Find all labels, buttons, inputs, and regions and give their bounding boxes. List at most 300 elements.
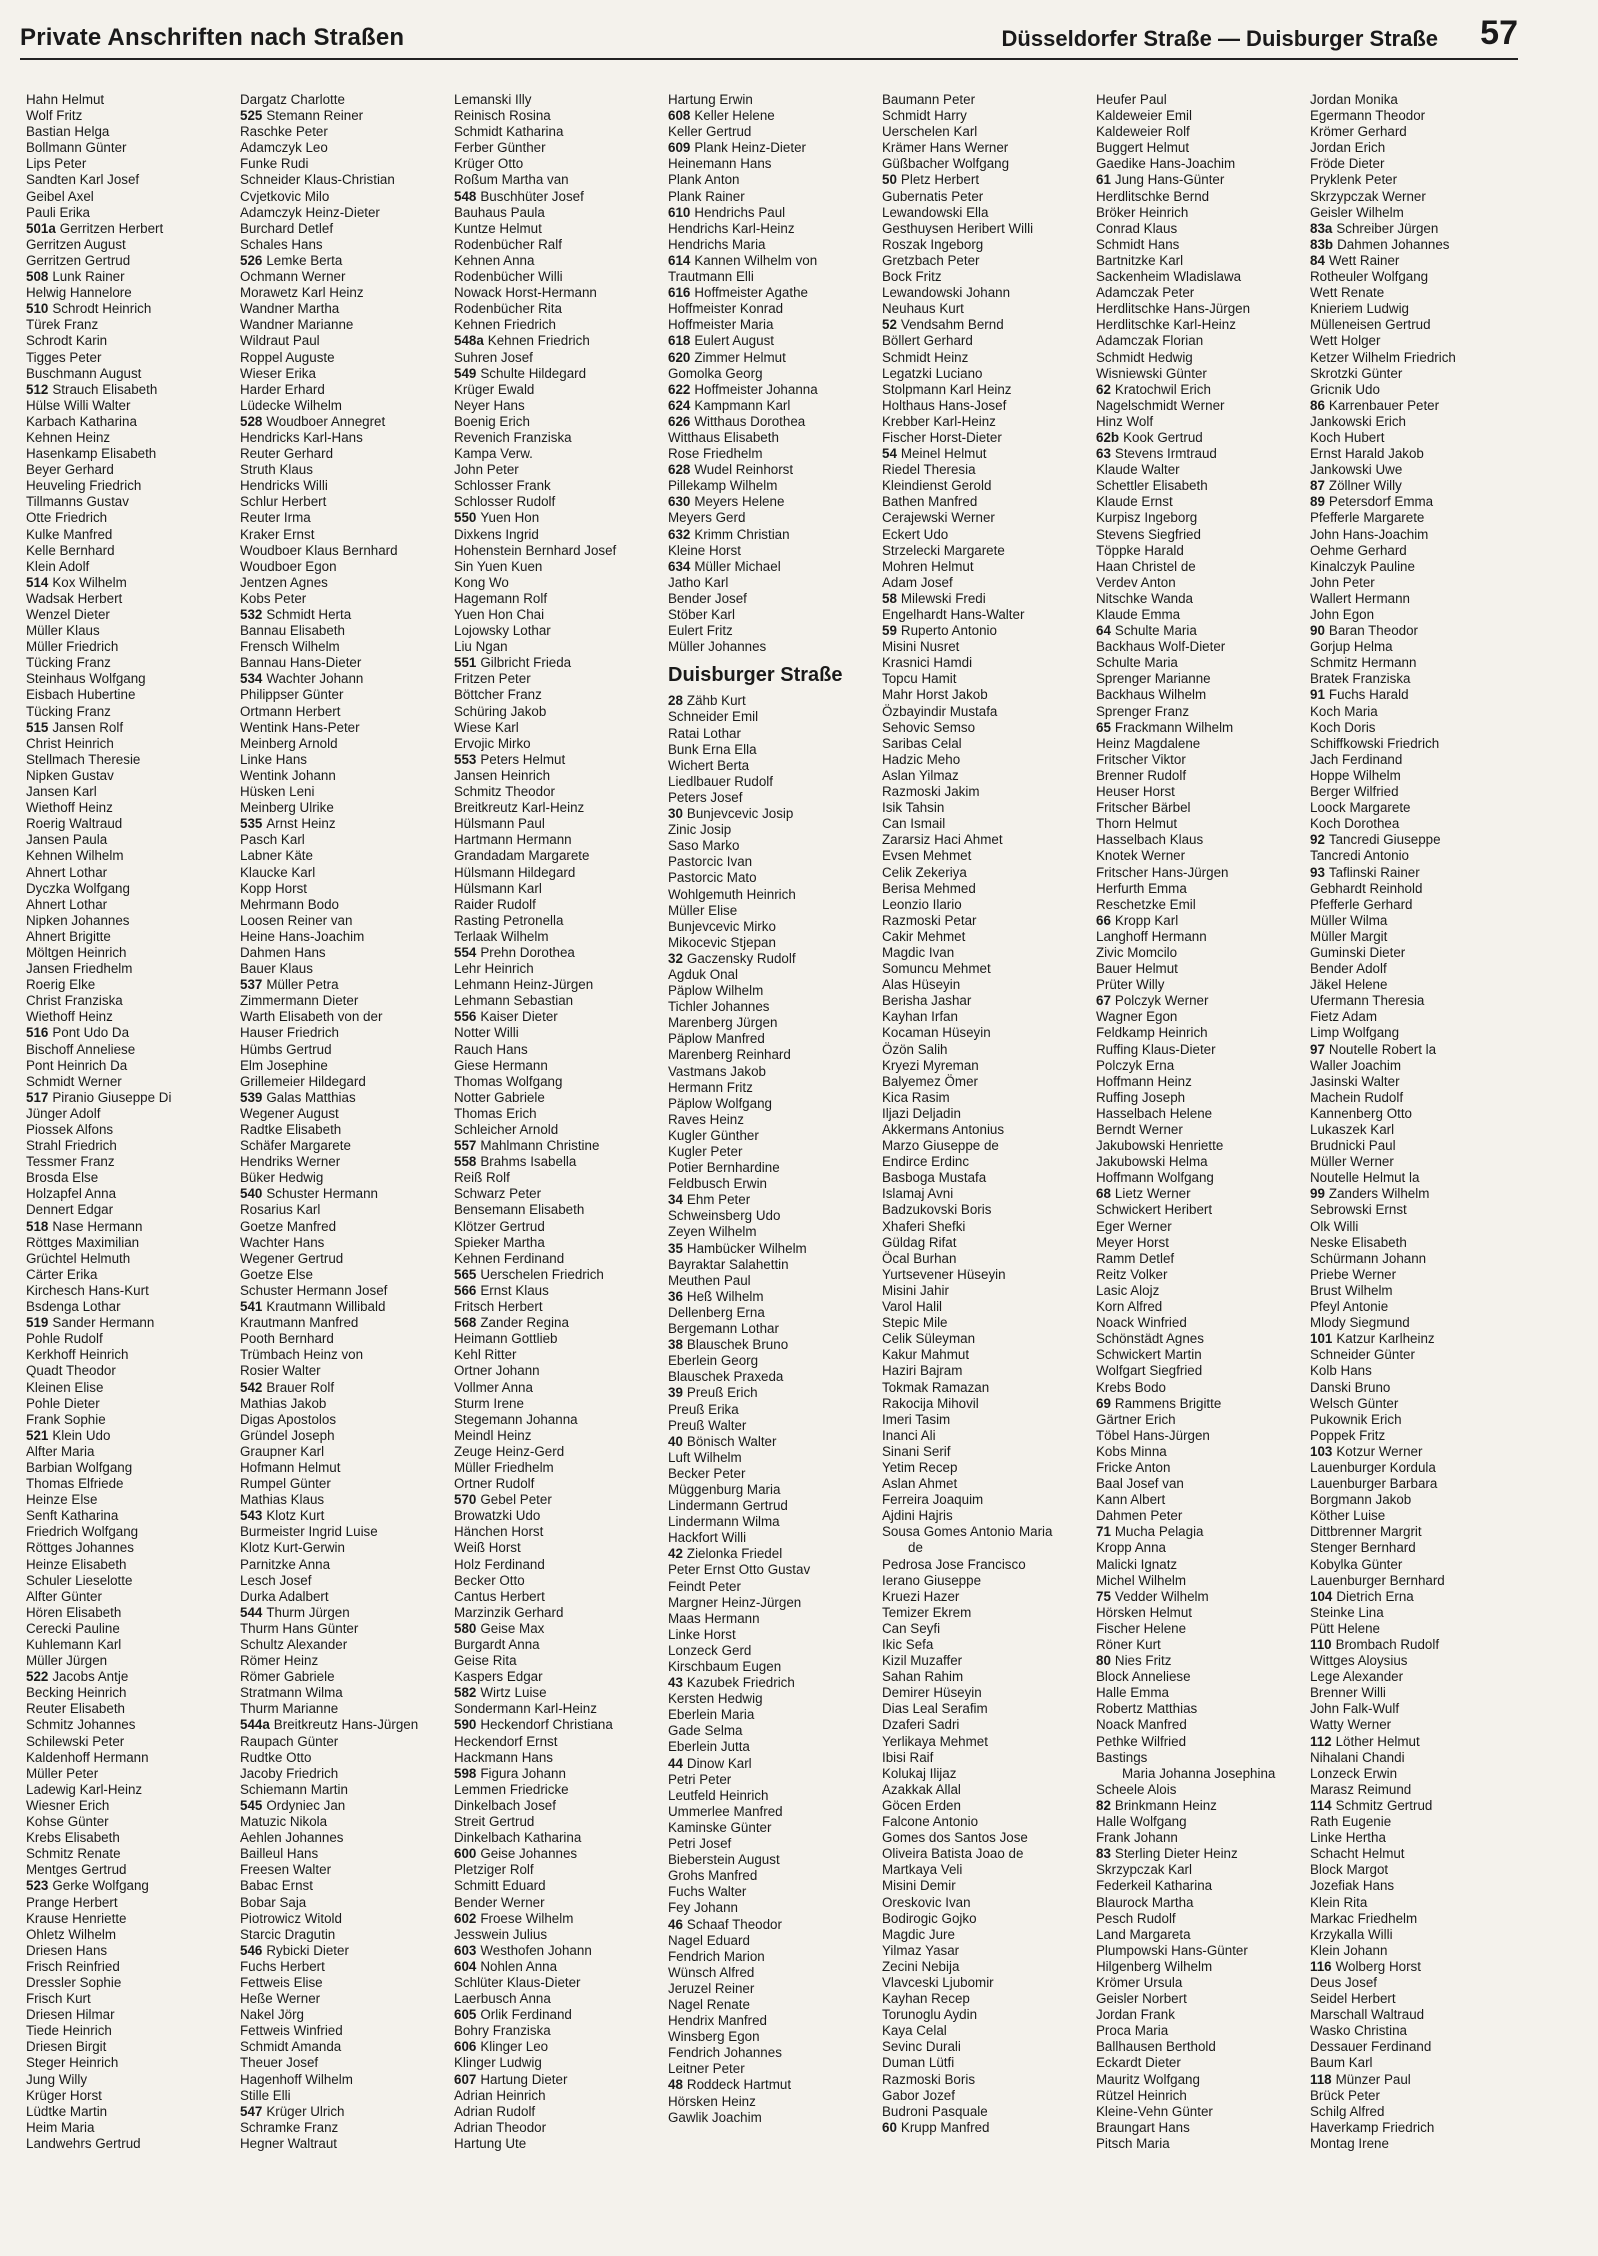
resident-entry <box>26 1782 232 1798</box>
resident-name: Thurm Marianne <box>240 1701 339 1717</box>
resident-name: Neske Elisabeth <box>1310 1234 1407 1250</box>
resident-entry <box>240 221 446 237</box>
resident-name: Reinisch Rosina <box>454 108 551 124</box>
resident-name: Hasenkamp Elisabeth <box>26 446 157 462</box>
resident-name: Rosarius Karl <box>240 1202 321 1218</box>
resident-entry <box>1310 333 1516 349</box>
resident-entry <box>454 1975 660 1991</box>
resident-name: Rodenbücher Rita <box>454 301 562 317</box>
resident-name: Pesch Rudolf <box>1096 1910 1176 1926</box>
resident-name: Block Anneliese <box>1096 1669 1191 1685</box>
resident-entry <box>1096 382 1302 398</box>
resident-entry <box>1096 639 1302 655</box>
resident-name: Wegener Gertrud <box>240 1250 344 1266</box>
resident-name: Oehme Gerhard <box>1310 542 1407 558</box>
resident-entry <box>454 832 660 848</box>
resident-entry <box>668 1112 874 1128</box>
resident-entry <box>454 1122 660 1138</box>
resident-name: Kehnen Heinz <box>26 429 111 445</box>
resident-entry <box>454 1283 660 1299</box>
resident-name: Nagel Renate <box>668 1996 750 2012</box>
resident-name: Backhaus Wolf-Dieter <box>1096 639 1226 655</box>
resident-name: Somuncu Mehmet <box>882 961 991 977</box>
resident-name: Schulte Maria <box>1114 623 1197 639</box>
resident-name: Roszak Ingeborg <box>882 236 984 252</box>
house-number: 598 <box>454 1765 477 1781</box>
resident-entry <box>1310 1911 1516 1927</box>
resident-name: Nohlen Anna <box>480 1958 558 1974</box>
resident-entry <box>454 993 660 1009</box>
page-number: 57 <box>1480 14 1518 52</box>
resident-entry <box>882 269 1088 285</box>
resident-entry <box>26 2039 232 2055</box>
resident-name: Sahan Rahim <box>882 1669 964 1685</box>
resident-name: Holz Ferdinand <box>454 1556 545 1572</box>
resident-name: Islamaj Avni <box>882 1186 954 1202</box>
house-number: 58 <box>882 590 897 606</box>
resident-name: Jansen Rolf <box>52 719 124 735</box>
resident-name: Radtke Elisabeth <box>240 1122 342 1137</box>
resident-entry <box>240 591 446 607</box>
resident-entry <box>882 1219 1088 1235</box>
resident-entry <box>1096 172 1302 188</box>
resident-entry <box>668 2077 874 2093</box>
resident-name: Keller Helene <box>694 108 775 124</box>
resident-name: Knieriem Ludwig <box>1310 301 1409 317</box>
resident-entry <box>454 1669 660 1685</box>
resident-entry <box>668 758 874 774</box>
house-number: 568 <box>454 1315 477 1331</box>
resident-name: Mehrmann Bodo <box>240 896 339 912</box>
resident-entry <box>668 1482 874 1498</box>
resident-entry <box>240 1573 446 1589</box>
resident-name: Jankowski Erich <box>1310 413 1406 429</box>
resident-name: Fritscher Bärbel <box>1096 800 1191 816</box>
resident-entry <box>240 527 446 543</box>
resident-name: Wasko Christina <box>1310 2023 1407 2039</box>
resident-entry <box>1310 1347 1516 1363</box>
house-number: 32 <box>668 950 683 966</box>
resident-entry <box>668 1675 874 1691</box>
resident-name: Misini Nusret <box>882 639 960 655</box>
resident-entry <box>668 430 874 446</box>
resident-name: Hülsmann Paul <box>454 816 545 832</box>
resident-name: Mathias Jakob <box>240 1395 327 1411</box>
resident-entry <box>26 1524 232 1540</box>
house-number: 46 <box>668 1916 683 1932</box>
resident-entry <box>240 816 446 832</box>
resident-name: Jakubowski Helma <box>1096 1154 1208 1170</box>
resident-entry <box>1096 478 1302 494</box>
resident-entry <box>882 414 1088 430</box>
resident-entry <box>1310 655 1516 671</box>
resident-name: Vendsahm Bernd <box>900 317 1004 333</box>
resident-name: Dzaferi Sadri <box>882 1717 960 1733</box>
resident-name: Langhoff Hermann <box>1096 928 1207 944</box>
resident-name: Hoffmann Wolfgang <box>1096 1170 1214 1186</box>
resident-entry <box>882 881 1088 897</box>
resident-entry <box>240 1363 446 1379</box>
resident-entry <box>26 1460 232 1476</box>
resident-name: Harder Erhard <box>240 381 325 397</box>
resident-entry <box>1096 1766 1302 1782</box>
resident-entry <box>454 2007 660 2023</box>
house-number: 517 <box>26 1089 49 1105</box>
resident-name: Gebhardt Reinhold <box>1310 880 1423 896</box>
resident-entry <box>1310 1798 1516 1814</box>
resident-entry <box>454 1219 660 1235</box>
house-number: 525 <box>240 108 263 124</box>
resident-entry <box>882 1589 1088 1605</box>
resident-name: Pütt Helene <box>1310 1620 1380 1636</box>
resident-entry <box>26 1106 232 1122</box>
resident-entry <box>1310 543 1516 559</box>
resident-name: Buschmann August <box>26 365 142 381</box>
resident-name: Fritscher Hans-Jürgen <box>1096 864 1229 880</box>
resident-name: Pukownik Erich <box>1310 1411 1402 1427</box>
resident-entry <box>240 897 446 913</box>
resident-name: Ernst Harald Jakob <box>1310 446 1424 462</box>
resident-name: Legatzki Luciano <box>882 365 983 381</box>
resident-entry <box>240 1685 446 1701</box>
house-number: 534 <box>240 671 263 687</box>
resident-entry <box>26 414 232 430</box>
resident-name: Geise Johannes <box>480 1846 578 1862</box>
resident-name: Haan Christel de <box>1096 558 1196 574</box>
resident-entry <box>240 720 446 736</box>
resident-entry <box>882 140 1088 156</box>
resident-entry <box>1310 140 1516 156</box>
resident-name: Aehlen Johannes <box>240 1830 344 1846</box>
house-number: 104 <box>1310 1588 1333 1604</box>
resident-entry <box>240 607 446 623</box>
resident-name: Spieker Martha <box>454 1234 545 1250</box>
resident-name: Zähb Kurt <box>686 693 746 709</box>
resident-entry <box>26 1750 232 1766</box>
resident-entry <box>882 575 1088 591</box>
resident-entry <box>668 527 874 543</box>
resident-entry <box>454 897 660 913</box>
resident-entry <box>1096 1669 1302 1685</box>
resident-name: Pohle Dieter <box>26 1395 100 1411</box>
resident-entry <box>1096 1750 1302 1766</box>
resident-name: Razmoski Jakim <box>882 784 980 800</box>
resident-name: Reuter Irma <box>240 510 311 526</box>
resident-entry <box>882 1685 1088 1701</box>
resident-entry <box>240 92 446 108</box>
resident-entry <box>26 1122 232 1138</box>
resident-name: Alfter Günter <box>26 1588 102 1604</box>
resident-entry <box>454 543 660 559</box>
resident-name: Otte Friedrich <box>26 510 108 526</box>
resident-name: Wandner Marianne <box>240 317 354 333</box>
resident-name: Ibisi Raif <box>882 1749 934 1765</box>
resident-entry <box>1310 1025 1516 1041</box>
resident-entry <box>454 1750 660 1766</box>
resident-entry <box>1310 1170 1516 1186</box>
resident-entry <box>882 1750 1088 1766</box>
resident-name: Ballhausen Berthold <box>1096 2039 1216 2055</box>
resident-name: Meyer Horst <box>1096 1234 1169 1250</box>
resident-name: Schwickert Martin <box>1096 1347 1202 1363</box>
house-number: 83a <box>1310 220 1333 236</box>
resident-entry <box>668 1418 874 1434</box>
resident-entry <box>240 1090 446 1106</box>
house-number: 590 <box>454 1717 477 1733</box>
resident-name: Sevinc Durali <box>882 2039 961 2055</box>
resident-entry <box>240 1846 446 1862</box>
resident-entry <box>882 1943 1088 1959</box>
resident-entry <box>454 2055 660 2071</box>
resident-name: Krüger Ewald <box>454 381 535 397</box>
resident-entry <box>1096 1428 1302 1444</box>
resident-name: Riedel Theresia <box>882 462 976 478</box>
resident-name: Endirce Erdinc <box>882 1154 970 1170</box>
resident-entry <box>882 1669 1088 1685</box>
resident-name: Fritscher Viktor <box>1096 751 1186 767</box>
resident-name: Hohenstein Bernhard Josef <box>454 542 617 558</box>
resident-name: Roerig Waltraud <box>26 816 123 832</box>
resident-entry <box>1096 1782 1302 1798</box>
resident-entry <box>882 1895 1088 1911</box>
resident-entry <box>668 1852 874 1868</box>
resident-entry <box>240 1782 446 1798</box>
resident-name: Maria Johanna Josephina <box>1122 1765 1276 1781</box>
resident-name: Kazubek Friedrich <box>686 1675 795 1691</box>
resident-entry <box>1310 478 1516 494</box>
resident-entry <box>26 1058 232 1074</box>
resident-entry <box>454 913 660 929</box>
resident-name: Wallert Hermann <box>1310 590 1410 606</box>
resident-name: Röttges Maximilian <box>26 1234 140 1250</box>
resident-entry <box>26 1589 232 1605</box>
resident-entry <box>1096 1235 1302 1251</box>
resident-name: Aslan Ahmet <box>882 1476 958 1492</box>
resident-name: Geise Rita <box>454 1653 517 1669</box>
resident-name: Gaczensky Rudolf <box>686 950 796 966</box>
resident-entry <box>1096 1685 1302 1701</box>
resident-entry <box>1096 462 1302 478</box>
resident-entry <box>668 510 874 526</box>
resident-name: Gründel Joseph <box>240 1427 335 1443</box>
resident-entry <box>454 382 660 398</box>
resident-name: Bock Fritz <box>882 269 942 285</box>
resident-name: Leitner Peter <box>668 2061 745 2077</box>
resident-name: Pasch Karl <box>240 832 305 848</box>
resident-name: Stepic Mile <box>882 1315 948 1331</box>
house-number: 86 <box>1310 397 1325 413</box>
resident-entry <box>882 1476 1088 1492</box>
resident-entry <box>882 977 1088 993</box>
resident-entry <box>454 1267 660 1283</box>
resident-name: Schuster Hermann <box>266 1186 378 1202</box>
resident-entry <box>26 2088 232 2104</box>
resident-name: Schäfer Margarete <box>240 1138 351 1154</box>
resident-name: Kox Wilhelm <box>52 574 127 590</box>
resident-name: Blauschek Praxeda <box>668 1369 784 1385</box>
resident-name: Hahn Helmut <box>26 92 105 107</box>
resident-name: Saribas Celal <box>882 735 962 751</box>
resident-entry <box>26 446 232 462</box>
resident-entry <box>240 510 446 526</box>
resident-entry <box>240 736 446 752</box>
resident-name: Rudtke Otto <box>240 1749 312 1765</box>
resident-entry <box>668 1369 874 1385</box>
resident-entry <box>26 784 232 800</box>
resident-name: Steinke Lina <box>1310 1604 1384 1620</box>
resident-name: Wiethoff Heinz <box>26 800 113 816</box>
resident-entry <box>1310 462 1516 478</box>
resident-name: Keller Gertrud <box>668 124 752 140</box>
resident-name: Gomolka Georg <box>668 365 763 381</box>
resident-name: Zander Regina <box>480 1315 569 1331</box>
resident-entry <box>26 366 232 382</box>
resident-name: Fettweis Elise <box>240 1974 323 1990</box>
house-number: 570 <box>454 1492 477 1508</box>
resident-entry <box>26 462 232 478</box>
resident-name: Hoffmeister Johanna <box>694 381 818 397</box>
resident-entry <box>26 1476 232 1492</box>
resident-name: Becking Heinrich <box>26 1685 127 1701</box>
resident-name: Hörsken Helmut <box>1096 1604 1192 1620</box>
house-number: 36 <box>668 1288 683 1304</box>
resident-name: Razmoski Petar <box>882 912 977 928</box>
resident-name: Torunoglu Aydin <box>882 2007 978 2023</box>
resident-entry <box>1310 1444 1516 1460</box>
resident-entry <box>882 1862 1088 1878</box>
house-number: 606 <box>454 2039 477 2055</box>
resident-entry <box>240 1492 446 1508</box>
resident-name: Plank Rainer <box>668 188 745 204</box>
resident-entry <box>1096 1734 1302 1750</box>
resident-entry <box>240 2136 446 2152</box>
resident-entry <box>454 1959 660 1975</box>
resident-entry <box>1096 205 1302 221</box>
resident-name: Wirtz Luise <box>480 1685 547 1701</box>
resident-entry <box>1096 1106 1302 1122</box>
resident-entry <box>882 1605 1088 1621</box>
resident-name: Dahmen Johannes <box>1337 236 1450 252</box>
resident-name: Nagelschmidt Werner <box>1096 397 1225 413</box>
resident-name: Heinemann Hans <box>668 156 772 172</box>
house-number: 67 <box>1096 993 1111 1009</box>
house-number: 548a <box>454 333 484 349</box>
resident-name: Vlavceski Ljubomir <box>882 1974 994 1990</box>
resident-name: Zeyen Wilhelm <box>668 1224 757 1240</box>
resident-name: Lehr Heinrich <box>454 961 534 977</box>
resident-entry <box>882 1363 1088 1379</box>
resident-name: Römer Heinz <box>240 1653 319 1669</box>
resident-name: Sturm Irene <box>454 1395 524 1411</box>
resident-entry <box>668 92 874 108</box>
resident-name: Schales Hans <box>240 236 323 252</box>
resident-name: Ahnert Lothar <box>26 896 108 912</box>
house-number: 544 <box>240 1604 263 1620</box>
resident-name: Kocaman Hüseyin <box>882 1025 991 1041</box>
resident-name: Burmeister Ingrid Luise <box>240 1524 378 1540</box>
resident-entry <box>240 1428 446 1444</box>
resident-entry <box>240 366 446 382</box>
resident-entry <box>882 1557 1088 1573</box>
resident-name: Milewski Fredi <box>900 590 986 606</box>
resident-name: Frackmann Wilhelm <box>1114 719 1234 735</box>
house-number: 97 <box>1310 1041 1325 1057</box>
resident-entry <box>26 1637 232 1653</box>
resident-name: Fischer Horst-Dieter <box>882 429 1002 445</box>
resident-entry <box>454 1557 660 1573</box>
resident-entry <box>26 172 232 188</box>
resident-entry <box>240 1219 446 1235</box>
house-number: 514 <box>26 574 49 590</box>
resident-name: Loock Margarete <box>1310 800 1411 816</box>
resident-name: Kaldeweier Rolf <box>1096 124 1190 140</box>
resident-entry <box>1310 704 1516 720</box>
resident-entry <box>1310 2039 1516 2055</box>
resident-name: Reuter Gerhard <box>240 446 334 462</box>
resident-entry <box>668 221 874 237</box>
resident-entry <box>240 301 446 317</box>
resident-name: Adam Josef <box>882 574 953 590</box>
resident-name: Pedrosa Jose Francisco <box>882 1556 1026 1572</box>
resident-entry <box>1096 92 1302 108</box>
resident-name: John Peter <box>1310 574 1375 590</box>
resident-name: Guminski Dieter <box>1310 944 1406 960</box>
resident-name: Mentges Gertrud <box>26 1862 127 1878</box>
resident-name: Celik Süleyman <box>882 1331 976 1347</box>
resident-entry <box>1310 1106 1516 1122</box>
resident-name: Gaedike Hans-Joachim <box>1096 156 1236 172</box>
resident-name: Petersdorf Emma <box>1328 494 1434 510</box>
resident-entry <box>26 1701 232 1717</box>
house-number: 62b <box>1096 429 1120 445</box>
resident-entry <box>26 816 232 832</box>
resident-entry <box>1310 2007 1516 2023</box>
resident-entry <box>1096 575 1302 591</box>
resident-entry <box>668 543 874 559</box>
resident-entry <box>1310 108 1516 124</box>
resident-name: Hoppe Wilhelm <box>1310 767 1401 783</box>
resident-name: Raupach Günter <box>240 1733 339 1749</box>
resident-entry <box>1310 1669 1516 1685</box>
resident-name: Zararsiz Haci Ahmet <box>882 832 1003 848</box>
resident-entry <box>454 1508 660 1524</box>
resident-entry <box>882 317 1088 333</box>
resident-name: Haverkamp Friedrich <box>1310 2119 1435 2135</box>
resident-name: Wohlgemuth Heinrich <box>668 886 796 902</box>
resident-entry <box>1096 1895 1302 1911</box>
resident-name: Schmitt Eduard <box>454 1878 546 1894</box>
resident-name: Heß Wilhelm <box>686 1288 764 1304</box>
resident-entry <box>668 559 874 575</box>
resident-entry <box>1096 1009 1302 1025</box>
resident-name: Lemke Berta <box>266 252 343 268</box>
resident-name: Buggert Helmut <box>1096 140 1190 156</box>
resident-entry <box>882 1573 1088 1589</box>
resident-entry <box>240 1315 446 1331</box>
resident-entry <box>1310 929 1516 945</box>
resident-entry <box>240 1122 446 1138</box>
resident-name: Fuchs Herbert <box>240 1958 325 1974</box>
resident-entry <box>1310 1363 1516 1379</box>
resident-name: Eberlein Maria <box>668 1707 755 1723</box>
resident-name: Kinalczyk Pauline <box>1310 558 1415 574</box>
resident-name: Philippser Günter <box>240 687 344 703</box>
resident-entry <box>1096 800 1302 816</box>
house-number: 35 <box>668 1240 683 1256</box>
resident-entry <box>1096 1557 1302 1573</box>
resident-name: Kehnen Wilhelm <box>26 848 124 864</box>
resident-name: Trautmann Elli <box>668 269 754 285</box>
